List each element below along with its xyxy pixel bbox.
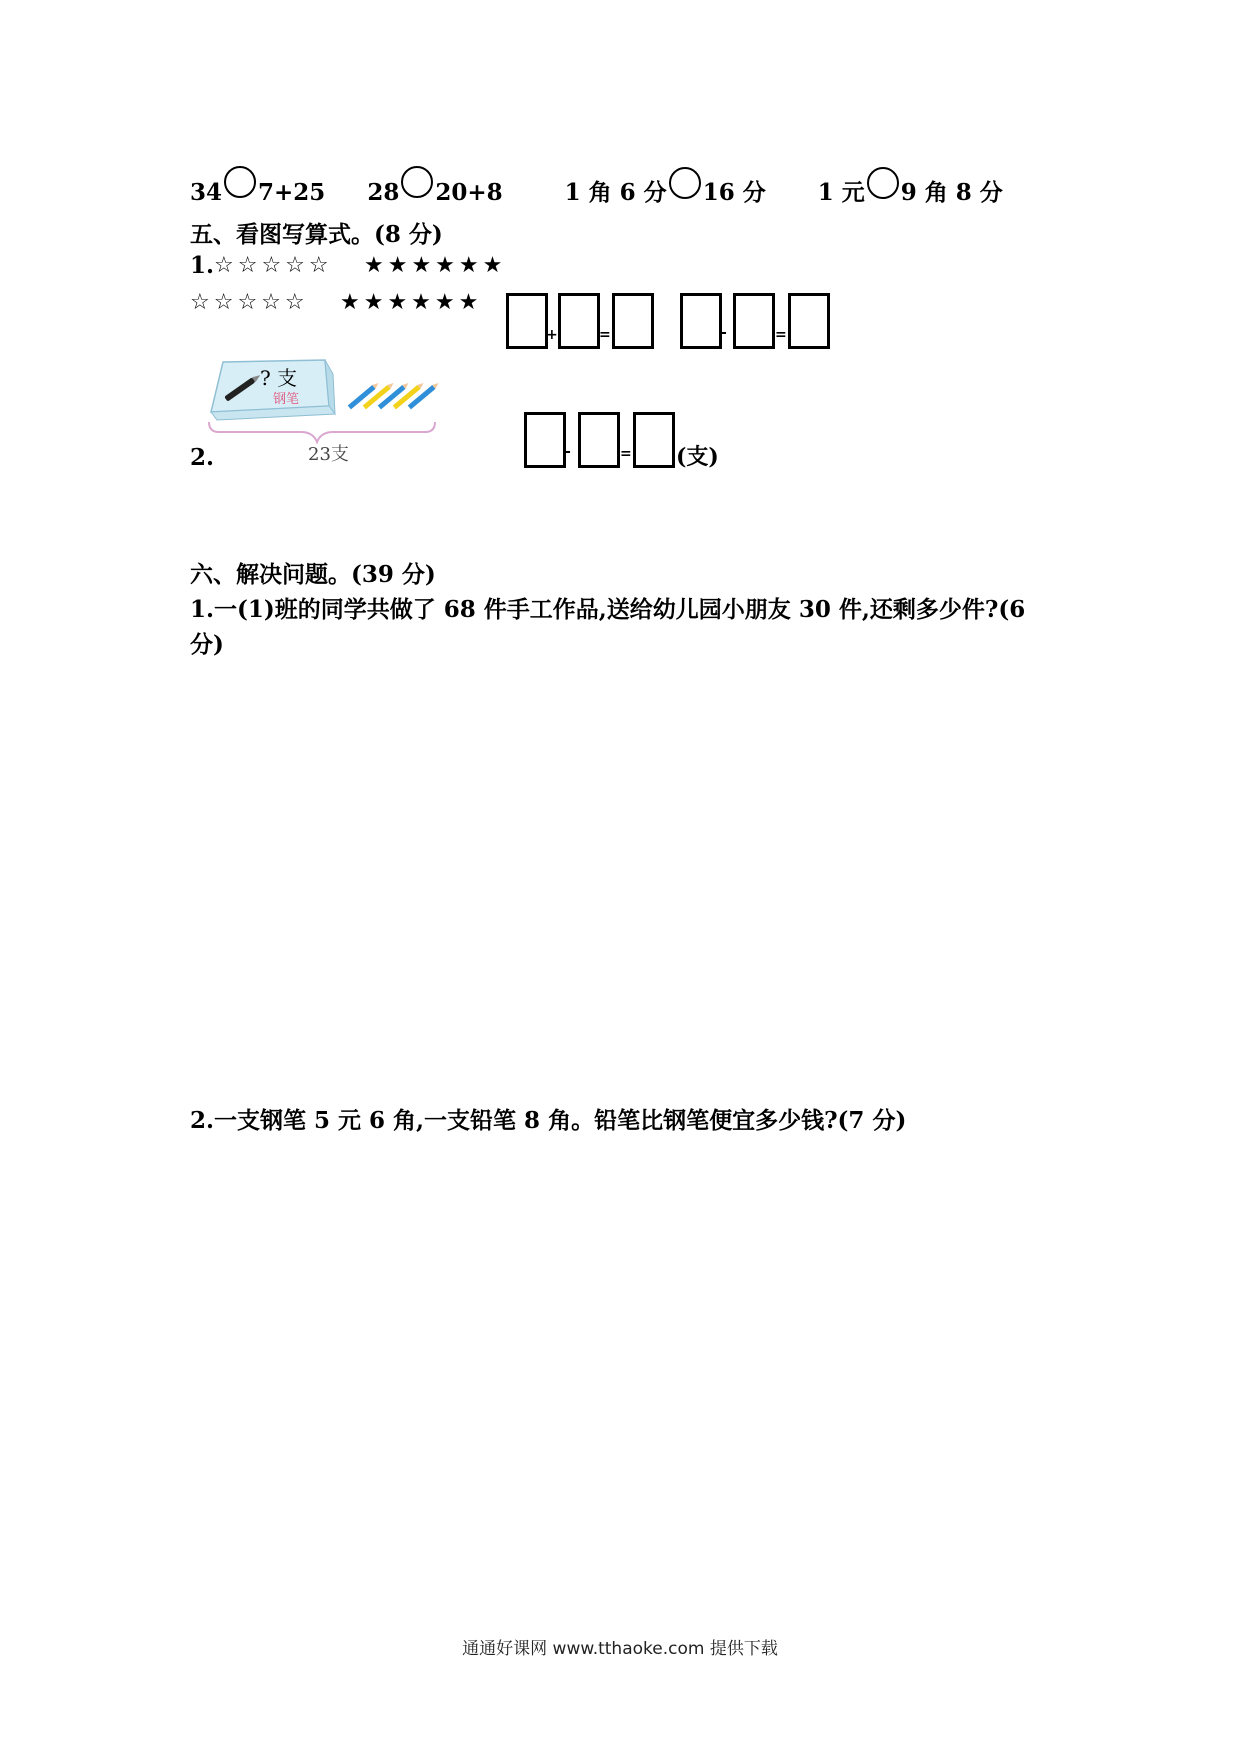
- answer-box[interactable]: [680, 293, 722, 349]
- minus-sign: -: [721, 325, 727, 341]
- brace-total-label: 23支: [308, 444, 349, 465]
- answer-box[interactable]: [524, 412, 566, 468]
- plus-sign: +: [546, 327, 558, 343]
- compare-right: 16 分: [702, 179, 766, 206]
- answer-box[interactable]: [733, 293, 775, 349]
- answer-box[interactable]: [558, 293, 600, 349]
- minus-sign: -: [565, 444, 571, 460]
- q2-number: 2.: [190, 444, 215, 471]
- compare-item-3: [565, 174, 766, 207]
- answer-circle[interactable]: [867, 167, 899, 199]
- equals-sign: =: [620, 446, 632, 462]
- section5-title: 五、看图写算式。(8 分): [190, 221, 443, 248]
- problem-1-line2: 分): [190, 631, 224, 658]
- answer-box[interactable]: [612, 293, 654, 349]
- compare-left: 34: [190, 179, 223, 206]
- answer-circle[interactable]: [401, 166, 433, 198]
- compare-right: 9 角 8 分: [900, 179, 1003, 206]
- box-question-label: ? 支: [260, 366, 298, 390]
- compare-item-4: [818, 174, 1003, 207]
- q1-number: 1.: [190, 252, 215, 279]
- compare-left: 1 元: [817, 179, 865, 206]
- compare-item-2: [367, 174, 502, 206]
- problem-2: 2.一支钢笔 5 元 6 角,一支铅笔 8 角。铅笔比钢笔便宜多少钱?(7 分): [190, 1107, 907, 1134]
- white-stars-row2: ☆☆☆☆☆: [190, 290, 309, 315]
- equals-sign: =: [775, 327, 787, 343]
- answer-box[interactable]: [578, 412, 620, 468]
- equals-sign: =: [599, 327, 611, 343]
- black-stars-row2: ★★★★★★: [340, 290, 483, 315]
- black-stars-row1: ★★★★★★: [364, 253, 507, 278]
- white-stars-row1: ☆☆☆☆☆: [214, 253, 333, 278]
- section6-title: 六、解决问题。(39 分): [190, 561, 436, 588]
- box-pen-label: 钢笔: [273, 392, 300, 407]
- answer-circle[interactable]: [669, 167, 701, 199]
- compare-row: [190, 174, 1037, 207]
- answer-box[interactable]: [633, 412, 675, 468]
- compare-left: 1 角 6 分: [564, 179, 667, 206]
- compare-item-1: [190, 174, 325, 206]
- compare-left: 28: [367, 179, 400, 206]
- answer-box[interactable]: [506, 293, 548, 349]
- answer-box[interactable]: [788, 293, 830, 349]
- compare-right: 20+8: [435, 179, 503, 206]
- compare-right: 7+25: [258, 179, 326, 206]
- answer-circle[interactable]: [224, 166, 256, 198]
- footer: 通通好课网 www.tthaoke.com 提供下载: [462, 1639, 778, 1659]
- unit-label: (支): [676, 444, 719, 470]
- problem-1-line1: 1.一(1)班的同学共做了 68 件手工作品,送给幼儿园小朋友 30 件,还剩多少件?(6: [190, 596, 1026, 623]
